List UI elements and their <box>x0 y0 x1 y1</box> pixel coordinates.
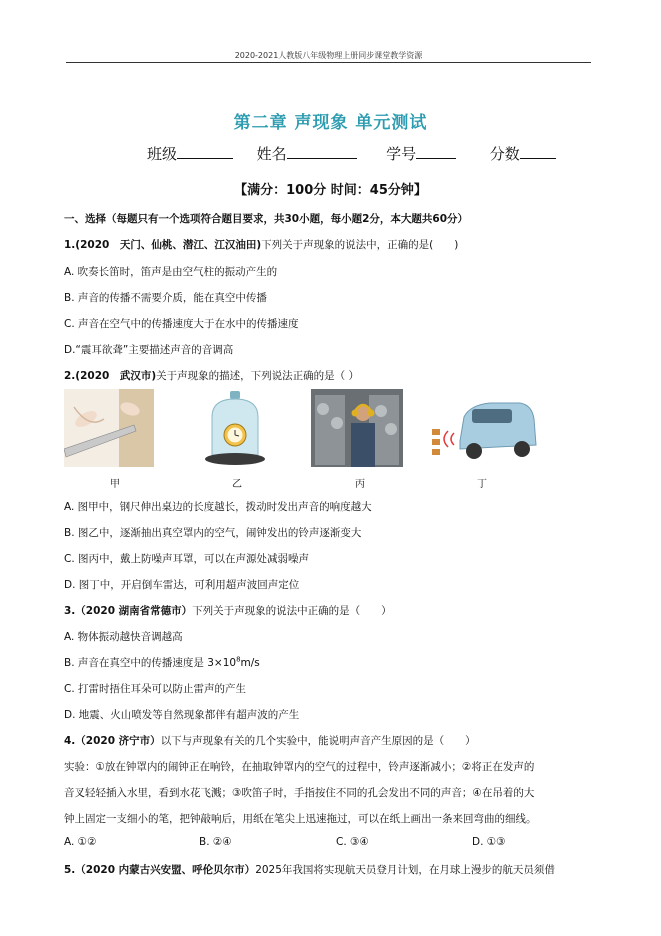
question-1-option-d: D.“震耳欲聋”主要描述声音的音调高 <box>64 344 234 356</box>
question-1-text: 下列关于声现象的说法中，正确的是( ) <box>261 239 459 251</box>
question-2-option-b: B. 图乙中，逐渐抽出真空罩内的空气，闹钟发出的铃声逐渐变大 <box>64 527 362 539</box>
number-label: 学号 <box>386 145 417 163</box>
exam-meta: 【满分：100分 时间：45分钟】 <box>234 183 427 198</box>
question-2-option-c: C. 图丙中，戴上防噪声耳罩，可以在声源处减弱噪声 <box>64 553 310 565</box>
figure-label-ding: 丁 <box>477 479 487 490</box>
question-2-stem <box>64 368 359 383</box>
class-label: 班级 <box>147 145 178 163</box>
question-3-option-b-exponent: 8 <box>236 655 241 664</box>
question-1-source: 1.(2020 天门、仙桃、潜江、江汉油田) <box>64 239 262 251</box>
question-1-option-a: A. 吹奏长笛时，笛声是由空气柱的振动产生的 <box>64 266 278 278</box>
section-heading: 一、选择（每题只有一个选项符合题目要求，共30小题，每小题2分，本大题共60分） <box>64 213 469 225</box>
question-5-text: 2025年我国将实现航天员登月计划，在月球上漫步的航天员须借 <box>255 864 555 876</box>
question-3-stem <box>64 603 392 618</box>
question-4-stem <box>64 733 476 748</box>
question-4-experiment-line-3: 钟上固定一支细小的笔，把钟敲响后，用纸在笔尖上迅速拖过，可以在纸上画出一条来回弯曲的细线。 <box>64 813 537 825</box>
header-divider <box>66 62 591 63</box>
question-2-text: 关于声现象的描述，下列说法正确的是（ ） <box>156 370 359 382</box>
question-1-stem <box>64 237 458 252</box>
student-info-line <box>147 143 567 164</box>
figure-bell-jar-image <box>204 389 266 467</box>
question-2-option-a: A. 图甲中，钢尺伸出桌边的长度越长，拨动时发出声音的响度越大 <box>64 501 372 513</box>
question-4-experiment-line-1: 实验：①放在钟罩内的闹钟正在响铃，在抽取钟罩内的空气的过程中，铃声逐渐减小；②将正在发声的 <box>64 761 535 773</box>
score-label: 分数 <box>489 145 520 163</box>
figure-label-jia: 甲 <box>110 479 120 490</box>
question-3-option-c: C. 打雷时捂住耳朵可以防止雷声的产生 <box>64 683 247 695</box>
question-3-option-b-unit: m/s <box>240 657 260 669</box>
name-label: 姓名 <box>256 145 287 163</box>
question-4-experiment-line-2: 音叉轻轻插入水里，看到水花飞溅；③吹笛子时，手指按住不同的孔会发出不同的声音；④在吊着的大 <box>64 787 535 799</box>
question-5-stem <box>64 862 555 877</box>
question-2-option-d: D. 图丁中，开启倒车雷达，可利用超声波回声定位 <box>64 579 300 591</box>
question-3-option-d: D. 地震、火山喷发等自然现象都伴有超声波的产生 <box>64 709 300 721</box>
question-4-option-b: B. ②④ <box>199 836 232 848</box>
figure-reversing-car-image <box>430 389 538 467</box>
name-blank <box>287 144 357 159</box>
figure-label-bing: 丙 <box>355 479 365 490</box>
page-header: 2020-2021人教版八年级物理上册同步课堂教学资源 <box>234 51 423 60</box>
class-blank <box>177 144 233 159</box>
figure-earmuff-worker-image <box>311 389 403 467</box>
number-blank <box>416 144 456 159</box>
question-4-option-d: D. ①③ <box>472 836 506 848</box>
question-3-source: 3.（2020 湖南省常德市） <box>64 605 193 617</box>
question-4-option-c: C. ③④ <box>336 836 369 848</box>
question-3-option-b-text: B. 声音在真空中的传播速度是 3×10 <box>64 657 237 669</box>
question-2-source: 2.(2020 武汉市) <box>64 370 157 382</box>
question-3-text: 下列关于声现象的说法中正确的是（ ） <box>192 605 392 617</box>
question-1-option-b: B. 声音的传播不需要介质，能在真空中传播 <box>64 292 267 304</box>
page-title: 第二章 声现象 单元测试 <box>233 113 428 133</box>
question-2-figures <box>64 389 534 467</box>
question-4-text: 以下与声现象有关的几个实验中，能说明声音产生原因的是（ ） <box>160 735 476 747</box>
question-3-option-a: A. 物体振动越快音调越高 <box>64 631 183 643</box>
question-3-option-b <box>64 655 260 670</box>
question-1-option-c: C. 声音在空气中的传播速度大于在水中的传播速度 <box>64 318 299 330</box>
score-blank <box>520 144 556 159</box>
question-4-source: 4.（2020 济宁市） <box>64 735 161 747</box>
figure-ruler-image <box>64 389 154 467</box>
figure-label-yi: 乙 <box>232 479 242 490</box>
question-4-option-a: A. ①② <box>64 836 97 848</box>
question-5-source: 5.（2020 内蒙古兴安盟、呼伦贝尔市） <box>64 864 256 876</box>
